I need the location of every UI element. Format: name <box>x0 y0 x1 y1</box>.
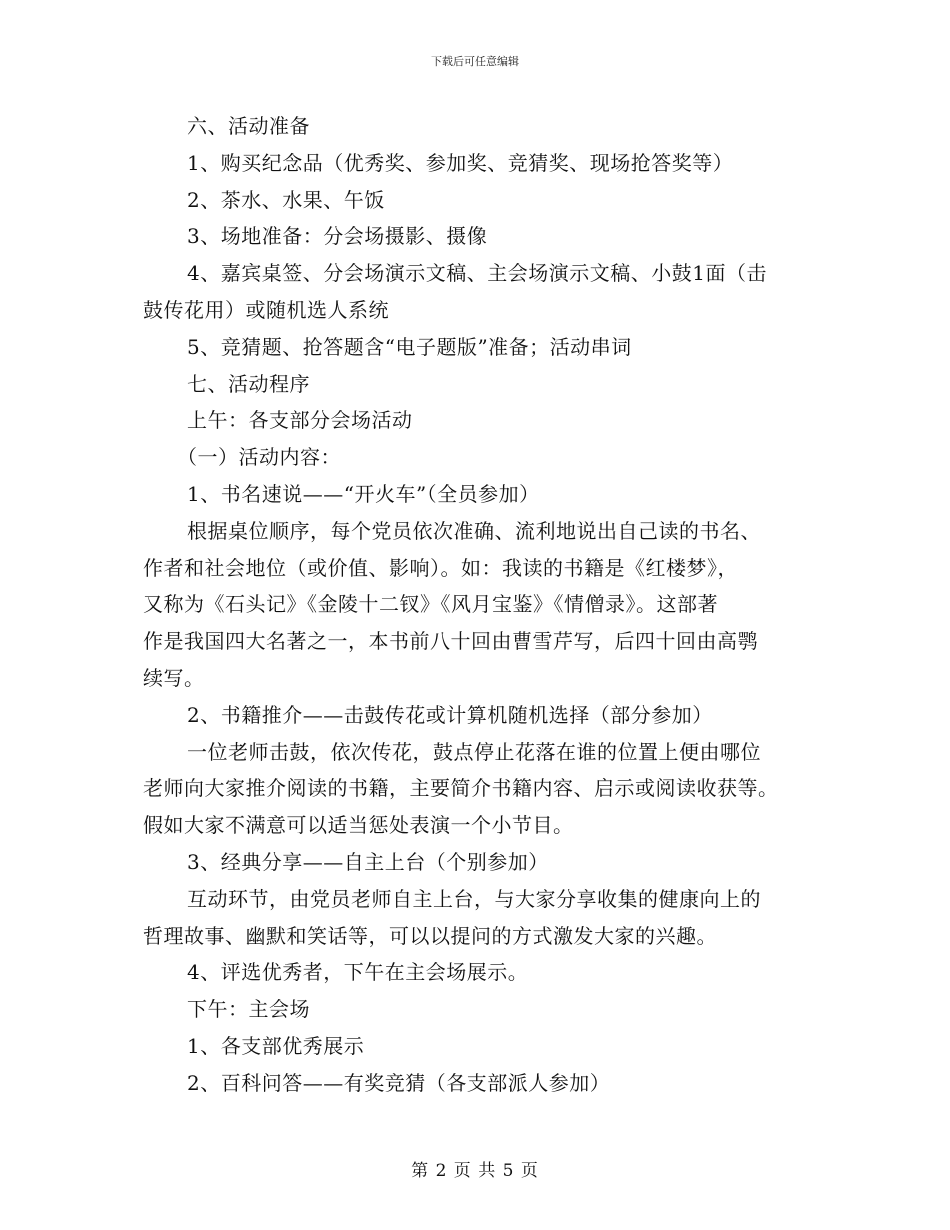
paragraph-line: 老师向大家推介阅读的书籍，主要简介书籍内容、启示或阅读收获等。 <box>143 776 779 801</box>
subheading-content: （一）活动内容： <box>177 445 341 470</box>
subheading-afternoon: 下午：主会场 <box>187 997 310 1022</box>
paragraph-line: 一位老师击鼓，依次传花，鼓点停止花落在谁的位置上便由哪位 <box>187 739 761 764</box>
list-item: 1、书名速说——“开火车”（全员参加） <box>187 481 540 506</box>
paragraph-line: 哲理故事、幽默和笑话等，可以以提问的方式激发大家的兴趣。 <box>143 923 717 948</box>
list-item: 3、场地准备：分会场摄影、摄像 <box>187 224 488 249</box>
list-item: 1、购买纪念品（优秀奖、参加奖、竞猜奖、现场抢答奖等） <box>187 150 734 175</box>
paragraph-line: 作是我国四大名著之一，本书前八十回由曹雪芹写，后四十回由高鹗 <box>143 629 758 654</box>
list-item: 3、经典分享——自主上台（个别参加） <box>187 849 549 874</box>
paragraph-line: 续写。 <box>143 665 205 690</box>
page-number: 第 2 页 共 5 页 <box>411 1161 539 1181</box>
list-item: 2、百科问答——有奖竞猜（各支部派人参加） <box>187 1070 611 1095</box>
paragraph-line: 作者和社会地位（或价值、影响）。如：我读的书籍是《红楼梦》， <box>143 555 738 580</box>
section-heading-procedure: 七、活动程序 <box>187 371 310 396</box>
list-item: 2、书籍推介——击鼓传花或计算机随机选择（部分参加） <box>187 702 713 727</box>
page-header-note: 下载后可任意编辑 <box>431 55 519 68</box>
section-heading-preparation: 六、活动准备 <box>187 114 310 138</box>
list-item: 5、竞猜题、抢答题含“电子题版”准备；活动串词 <box>187 334 632 359</box>
document-body <box>143 108 808 1102</box>
list-item: 2、茶水、水果、午饭 <box>187 187 385 212</box>
list-item: 4、评选优秀者，下午在主会场展示。 <box>187 960 529 985</box>
list-item-continuation: 鼓传花用）或随机选人系统 <box>143 297 389 322</box>
subheading-morning: 上午：各支部分会场活动 <box>187 408 413 433</box>
paragraph-line: 又称为《石头记》《金陵十二钗》《风月宝鉴》《情僧录》。这部著 <box>143 592 718 617</box>
paragraph-line: 互动环节，由党员老师自主上台，与大家分享收集的健康向上的 <box>187 886 761 911</box>
paragraph-line: 假如大家不满意可以适当惩处表演一个小节目。 <box>143 813 574 838</box>
list-item: 4、嘉宾桌签、分会场演示文稿、主会场演示文稿、小鼓1面（击 <box>187 261 767 286</box>
paragraph-line: 根据桌位顺序，每个党员依次准确、流利地说出自己读的书名、 <box>187 518 761 543</box>
list-item: 1、各支部优秀展示 <box>187 1033 365 1058</box>
